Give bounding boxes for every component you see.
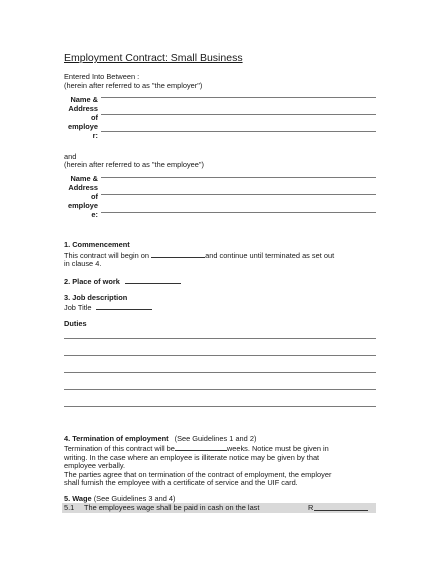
wage-clause-row — [62, 503, 376, 513]
duties-line-5[interactable] — [64, 406, 376, 407]
place-of-work-blank[interactable] — [125, 276, 181, 284]
job-description-heading: 3. Job description — [64, 293, 128, 302]
termination-heading: 4. Termination of employment — [64, 434, 169, 443]
wage-amount-blank[interactable] — [314, 503, 368, 511]
employer-line-2[interactable] — [101, 114, 376, 115]
duties-line-2[interactable] — [64, 355, 376, 356]
job-title-blank[interactable] — [96, 302, 152, 310]
employee-line-3[interactable] — [101, 212, 376, 213]
duties-line-4[interactable] — [64, 389, 376, 390]
notice-weeks-blank[interactable] — [175, 443, 227, 451]
termination-paragraph: Termination of this contract will be weeks. Notice must be given in writing. In the case where an employee is illiterate notice may be given by that employee verbally. The parties agree that on termination of the contract of employment, the employer shall furnish the employee with a certificate of service and the UIF card. — [64, 444, 332, 488]
wage-heading-row — [64, 494, 175, 503]
wage-clause-text: The employees wage shall be paid in cash on the last — [84, 503, 260, 512]
duties-line-3[interactable] — [64, 372, 376, 373]
employer-line-3[interactable] — [101, 131, 376, 132]
document-title: Employment Contract: Small Business — [64, 52, 243, 64]
commencement-text-end: in clause 4. — [64, 259, 102, 268]
employer-reference-text: (herein after referred to as "the employer") — [64, 81, 203, 90]
termination-heading-row — [64, 434, 256, 443]
employee-line-2[interactable] — [101, 194, 376, 195]
employer-name-address-label: Name & Address of employe r: — [68, 95, 98, 140]
job-title-row: Job Title — [64, 302, 152, 312]
termination-guidelines: (See Guidelines 1 and 2) — [174, 434, 257, 443]
wage-clause-number: 5.1 — [64, 503, 75, 512]
duties-label: Duties — [64, 319, 87, 328]
employer-line-1[interactable] — [101, 97, 376, 98]
commencement-text: This contract will begin on and continue until terminated as set out — [64, 251, 335, 260]
employee-name-address-label: Name & Address of employe e: — [68, 174, 98, 219]
entered-into-text: Entered Into Between : — [64, 72, 140, 81]
commencement-heading: 1. Commencement — [64, 240, 130, 249]
and-text: and — [64, 152, 77, 161]
wage-heading: 5. Wage — [64, 494, 92, 503]
start-date-blank[interactable] — [151, 250, 205, 258]
place-of-work-heading: 2. Place of work — [64, 276, 181, 286]
employee-reference-text: (herein after referred to as "the employee") — [64, 160, 204, 169]
wage-currency: R — [308, 503, 314, 512]
wage-guidelines: (See Guidelines 3 and 4) — [93, 494, 176, 503]
employee-line-1[interactable] — [101, 177, 376, 178]
duties-line-1[interactable] — [64, 338, 376, 339]
